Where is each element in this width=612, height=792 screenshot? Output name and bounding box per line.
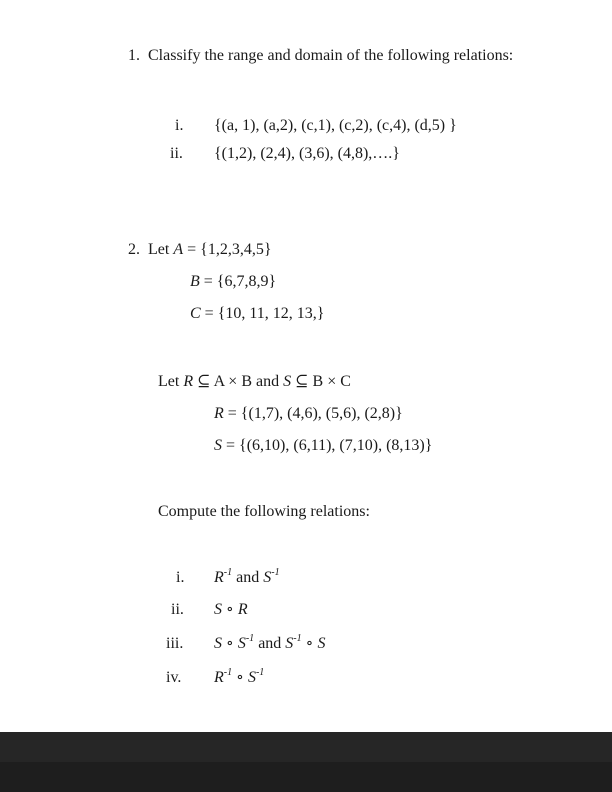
relation-value: = {(1,7), (4,6), (5,6), (2,8)}: [227, 405, 403, 422]
relation-name: S: [283, 373, 292, 390]
set-name: B: [190, 273, 200, 290]
compute-item-expression: $R^{-1}$ ∘ $S^{-1}$: [214, 666, 265, 686]
set-definition: [190, 272, 276, 292]
question-number: 2.: [128, 241, 140, 258]
set-value: = {1,2,3,4,5}: [187, 241, 272, 258]
relation-definition: [214, 436, 432, 456]
compute-instruction: Compute the following relations:: [158, 503, 370, 520]
set-value: = {10, 11, 12, 13,}: [204, 305, 325, 322]
relation-definition: [214, 404, 403, 424]
let-word: Let: [148, 241, 170, 258]
q1-item-relation: {(1,2), (2,4), (3,6), (4,8),….}: [214, 145, 400, 162]
compute-item-label: ii.: [171, 601, 184, 618]
compute-item-expression: $R^{-1}$ and $S^{-1}$: [214, 566, 280, 586]
subset-relation: ⊆ A × B and: [197, 373, 280, 390]
let-word: Let: [158, 373, 180, 390]
q1-item-label: i.: [175, 117, 184, 134]
set-name: A: [173, 241, 184, 258]
question-2: [128, 240, 272, 260]
question-number: 1.: [128, 47, 140, 64]
set-value: = {6,7,8,9}: [203, 273, 277, 290]
relation-value: = {(6,10), (6,11), (7,10), (8,13)}: [226, 437, 433, 454]
subset-statement: [158, 372, 351, 392]
set-name: C: [190, 305, 201, 322]
viewer-bottom-band: [0, 762, 612, 792]
relation-name: R: [183, 373, 194, 390]
subset-relation: ⊆ B × C: [295, 373, 351, 390]
viewer-bottom-bar: [0, 732, 612, 792]
question-1: [128, 46, 513, 66]
compute-item-expression: S ∘ $S^{-1}$ and $S^{-1}$ ∘ S: [214, 632, 326, 652]
q1-item-label: ii.: [170, 145, 183, 162]
relation-name: S: [214, 437, 222, 454]
q1-item-relation: {(a, 1), (a,2), (c,1), (c,2), (c,4), (d,5) }: [214, 117, 457, 134]
compute-item-label: iv.: [166, 669, 182, 686]
compute-item-expression: S ∘ R: [214, 601, 248, 618]
relation-name: R: [214, 405, 224, 422]
question-text: Classify the range and domain of the following relations:: [148, 47, 514, 64]
compute-item-label: iii.: [166, 635, 184, 652]
set-definition: [190, 304, 324, 324]
compute-item-label: i.: [176, 569, 185, 586]
